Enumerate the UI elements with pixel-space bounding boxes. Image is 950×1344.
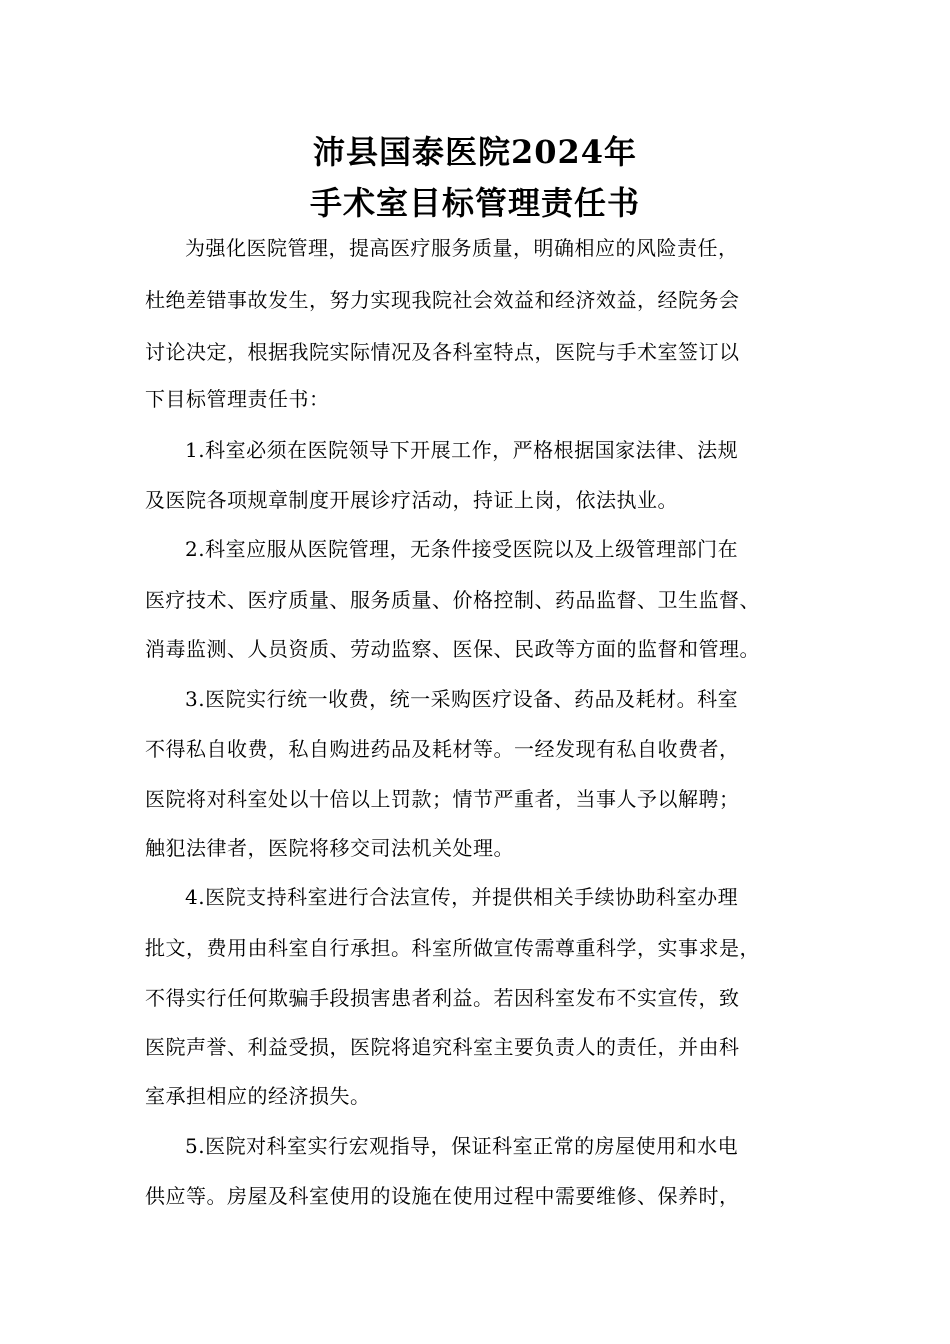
paragraph-line: 不得私自收费，私自购进药品及耗材等。一经发现有私自收费者， bbox=[145, 737, 740, 761]
paragraph-line: 1.科室必须在医院领导下开展工作，严格根据国家法律、法规 bbox=[185, 438, 739, 462]
paragraph-line: 及医院各项规章制度开展诊疗活动，持证上岗，依法执业。 bbox=[145, 488, 678, 512]
paragraph-line: 2.科室应服从医院管理，无条件接受医院以及上级管理部门在 bbox=[185, 537, 739, 561]
paragraph-line: 5.医院对科室实行宏观指导，保证科室正常的房屋使用和水电 bbox=[185, 1134, 739, 1158]
paragraph-line: 室承担相应的经济损失。 bbox=[145, 1084, 371, 1108]
paragraph-line: 医疗技术、医疗质量、服务质量、价格控制、药品监督、卫生监督、 bbox=[145, 588, 760, 612]
paragraph-line: 消毒监测、人员资质、劳动监察、医保、民政等方面的监督和管理。 bbox=[145, 637, 760, 661]
paragraph-line: 触犯法律者，医院将移交司法机关处理。 bbox=[145, 836, 514, 860]
paragraph-line: 下目标管理责任书： bbox=[145, 387, 330, 411]
paragraph-line: 为强化医院管理，提高医疗服务质量，明确相应的风险责任， bbox=[185, 236, 739, 260]
paragraph-line: 不得实行任何欺骗手段损害患者利益。若因科室发布不实宣传，致 bbox=[145, 986, 740, 1010]
title-line-2: 手术室目标管理责任书 bbox=[309, 184, 640, 222]
paragraph-line: 批文，费用由科室自行承担。科室所做宣传需尊重科学，实事求是， bbox=[145, 936, 760, 960]
paragraph-line: 3.医院实行统一收费，统一采购医疗设备、药品及耗材。科室 bbox=[185, 687, 739, 711]
paragraph-line: 杜绝差错事故发生，努力实现我院社会效益和经济效益，经院务会 bbox=[145, 288, 740, 312]
title-line-1: 沛县国泰医院2024年 bbox=[312, 133, 638, 171]
paragraph-line: 讨论决定，根据我院实际情况及各科室特点，医院与手术室签订以 bbox=[145, 340, 740, 364]
paragraph-line: 医院将对科室处以十倍以上罚款；情节严重者，当事人予以解聘； bbox=[145, 787, 740, 811]
paragraph-line: 医院声誉、利益受损，医院将追究科室主要负责人的责任，并由科 bbox=[145, 1035, 740, 1059]
paragraph-line: 4.医院支持科室进行合法宣传，并提供相关手续协助科室办理 bbox=[185, 885, 739, 909]
paragraph-line: 供应等。房屋及科室使用的设施在使用过程中需要维修、保养时， bbox=[145, 1184, 740, 1208]
